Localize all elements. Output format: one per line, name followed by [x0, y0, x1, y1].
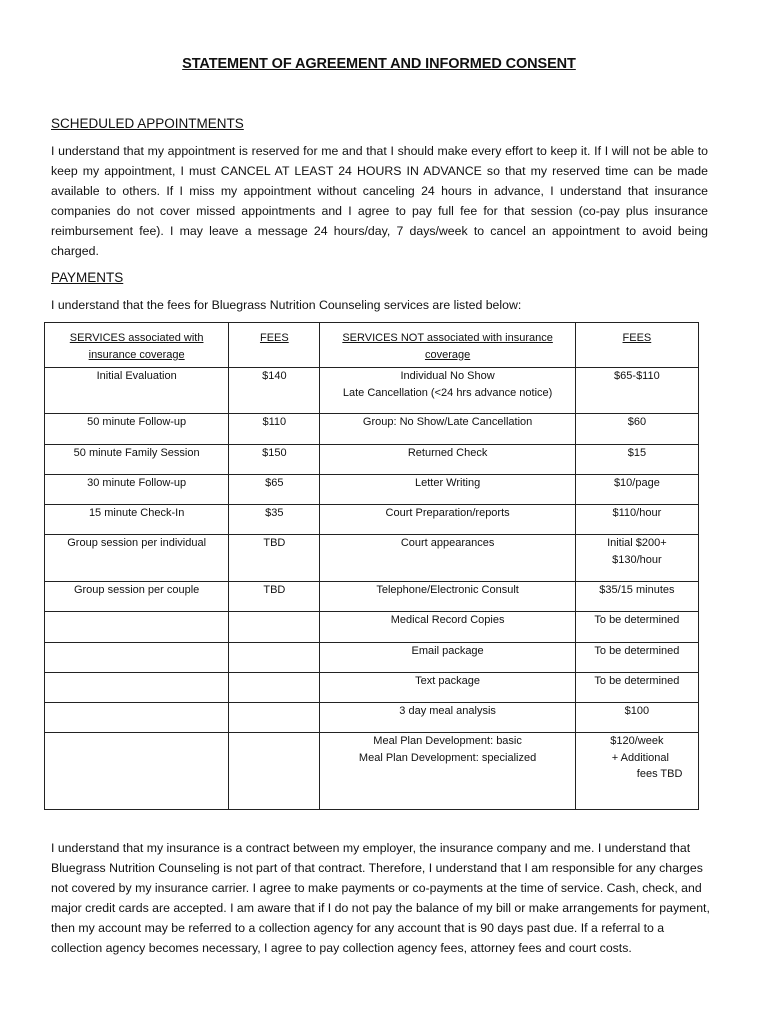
- insured-fee: TBD: [229, 535, 320, 582]
- insured-service: 30 minute Follow-up: [45, 475, 229, 505]
- document-title: STATEMENT OF AGREEMENT AND INFORMED CONSENT: [182, 56, 576, 72]
- insured-fee: [229, 733, 320, 810]
- uninsured-fee: $65-$110: [575, 368, 698, 414]
- insured-service: [45, 673, 229, 703]
- uninsured-service: Court Preparation/reports: [320, 505, 575, 535]
- uninsured-service: Letter Writing: [320, 475, 575, 505]
- uninsured-service: Individual No Show Late Cancellation (<24 hrs advance notice): [320, 368, 575, 414]
- insured-fee: $65: [229, 475, 320, 505]
- uninsured-service: Group: No Show/Late Cancellation: [320, 414, 575, 445]
- fees-table: [44, 322, 699, 810]
- uninsured-fee: $120/week + Additional fees TBD: [575, 733, 698, 810]
- uninsured-service: Medical Record Copies: [320, 612, 575, 643]
- insured-fee: [229, 643, 320, 673]
- payments-intro: I understand that the fees for Bluegrass Nutrition Counseling services are listed below:: [51, 298, 522, 312]
- uninsured-fee: Initial $200+ $130/hour: [575, 535, 698, 582]
- insured-service: [45, 733, 229, 810]
- appointments-heading: SCHEDULED APPOINTMENTS: [51, 116, 244, 131]
- uninsured-service: Text package: [320, 673, 575, 703]
- table-row: [45, 612, 699, 643]
- table-row: [45, 582, 699, 612]
- insured-service: [45, 703, 229, 733]
- uninsured-fee: $35/15 minutes: [575, 582, 698, 612]
- insured-service: [45, 612, 229, 643]
- insured-service: 50 minute Follow-up: [45, 414, 229, 445]
- insured-fee: TBD: [229, 582, 320, 612]
- uninsured-fee: To be determined: [575, 673, 698, 703]
- header-insured-services: SERVICES associated with insurance coverage: [45, 323, 229, 368]
- insured-fee: [229, 703, 320, 733]
- uninsured-fee: To be determined: [575, 612, 698, 643]
- table-row: [45, 643, 699, 673]
- table-row: [45, 368, 699, 414]
- insured-fee: $110: [229, 414, 320, 445]
- payments-heading: PAYMENTS: [51, 270, 124, 285]
- insured-service: [45, 643, 229, 673]
- uninsured-service: Telephone/Electronic Consult: [320, 582, 575, 612]
- insured-fee: [229, 612, 320, 643]
- insured-fee: $35: [229, 505, 320, 535]
- table-row: [45, 733, 699, 810]
- insured-service: 50 minute Family Session: [45, 445, 229, 475]
- uninsured-fee: $60: [575, 414, 698, 445]
- table-row: [45, 505, 699, 535]
- uninsured-service: Court appearances: [320, 535, 575, 582]
- payments-closing-paragraph: I understand that my insurance is a contract between my employer, the insurance company and me. I understand that Bluegrass Nutrition Counseling is not part of that contract. Therefore, I understand that I am responsible for any charges not covered by my insurance carrier. I agree to make payments or co-payments at the time of service. Cash, check, and major credit cards are accepted. I am aware that if I do not pay the balance of my bill or make arrangements for payment, then my account may be referred to a collection agency for any account that is 90 days past due. If a referral to a collection agency becomes necessary, I agree to pay collection agency fees, attorney fees and court costs.: [51, 841, 710, 955]
- uninsured-fee: $100: [575, 703, 698, 733]
- appointments-paragraph: I understand that my appointment is reserved for me and that I should make every effort to keep it. If I will not be able to keep my appointment, I must CANCEL AT LEAST 24 HOURS IN ADVANCE so that my reserved time can be made available to others. If I miss my appointment without canceling 24 hours in advance, I understand that insurance companies do not cover missed appointments and I agree to pay full fee for that session (co-pay plus insurance reimbursement fee). I may leave a message 24 hours/day, 7 days/week to cancel an appointment to avoid being charged.: [51, 144, 708, 258]
- table-row: [45, 414, 699, 445]
- table-row: [45, 445, 699, 475]
- insured-service: Initial Evaluation: [45, 368, 229, 414]
- header-uninsured-fees: FEES: [575, 323, 698, 368]
- uninsured-fee: To be determined: [575, 643, 698, 673]
- insured-fee: [229, 673, 320, 703]
- fees-table-header-row: [45, 323, 699, 368]
- uninsured-fee: $10/page: [575, 475, 698, 505]
- uninsured-service: 3 day meal analysis: [320, 703, 575, 733]
- uninsured-service: Returned Check: [320, 445, 575, 475]
- insured-service: Group session per individual: [45, 535, 229, 582]
- uninsured-fee: $110/hour: [575, 505, 698, 535]
- insured-fee: $150: [229, 445, 320, 475]
- uninsured-service: Email package: [320, 643, 575, 673]
- table-row: [45, 673, 699, 703]
- uninsured-service: Meal Plan Development: basic Meal Plan Development: specialized: [320, 733, 575, 810]
- table-row: [45, 475, 699, 505]
- insured-service: 15 minute Check-In: [45, 505, 229, 535]
- header-insured-fees: FEES: [229, 323, 320, 368]
- uninsured-fee: $15: [575, 445, 698, 475]
- table-row: [45, 535, 699, 582]
- header-uninsured-services: SERVICES NOT associated with insurance coverage: [320, 323, 575, 368]
- table-row: [45, 703, 699, 733]
- insured-fee: $140: [229, 368, 320, 414]
- insured-service: Group session per couple: [45, 582, 229, 612]
